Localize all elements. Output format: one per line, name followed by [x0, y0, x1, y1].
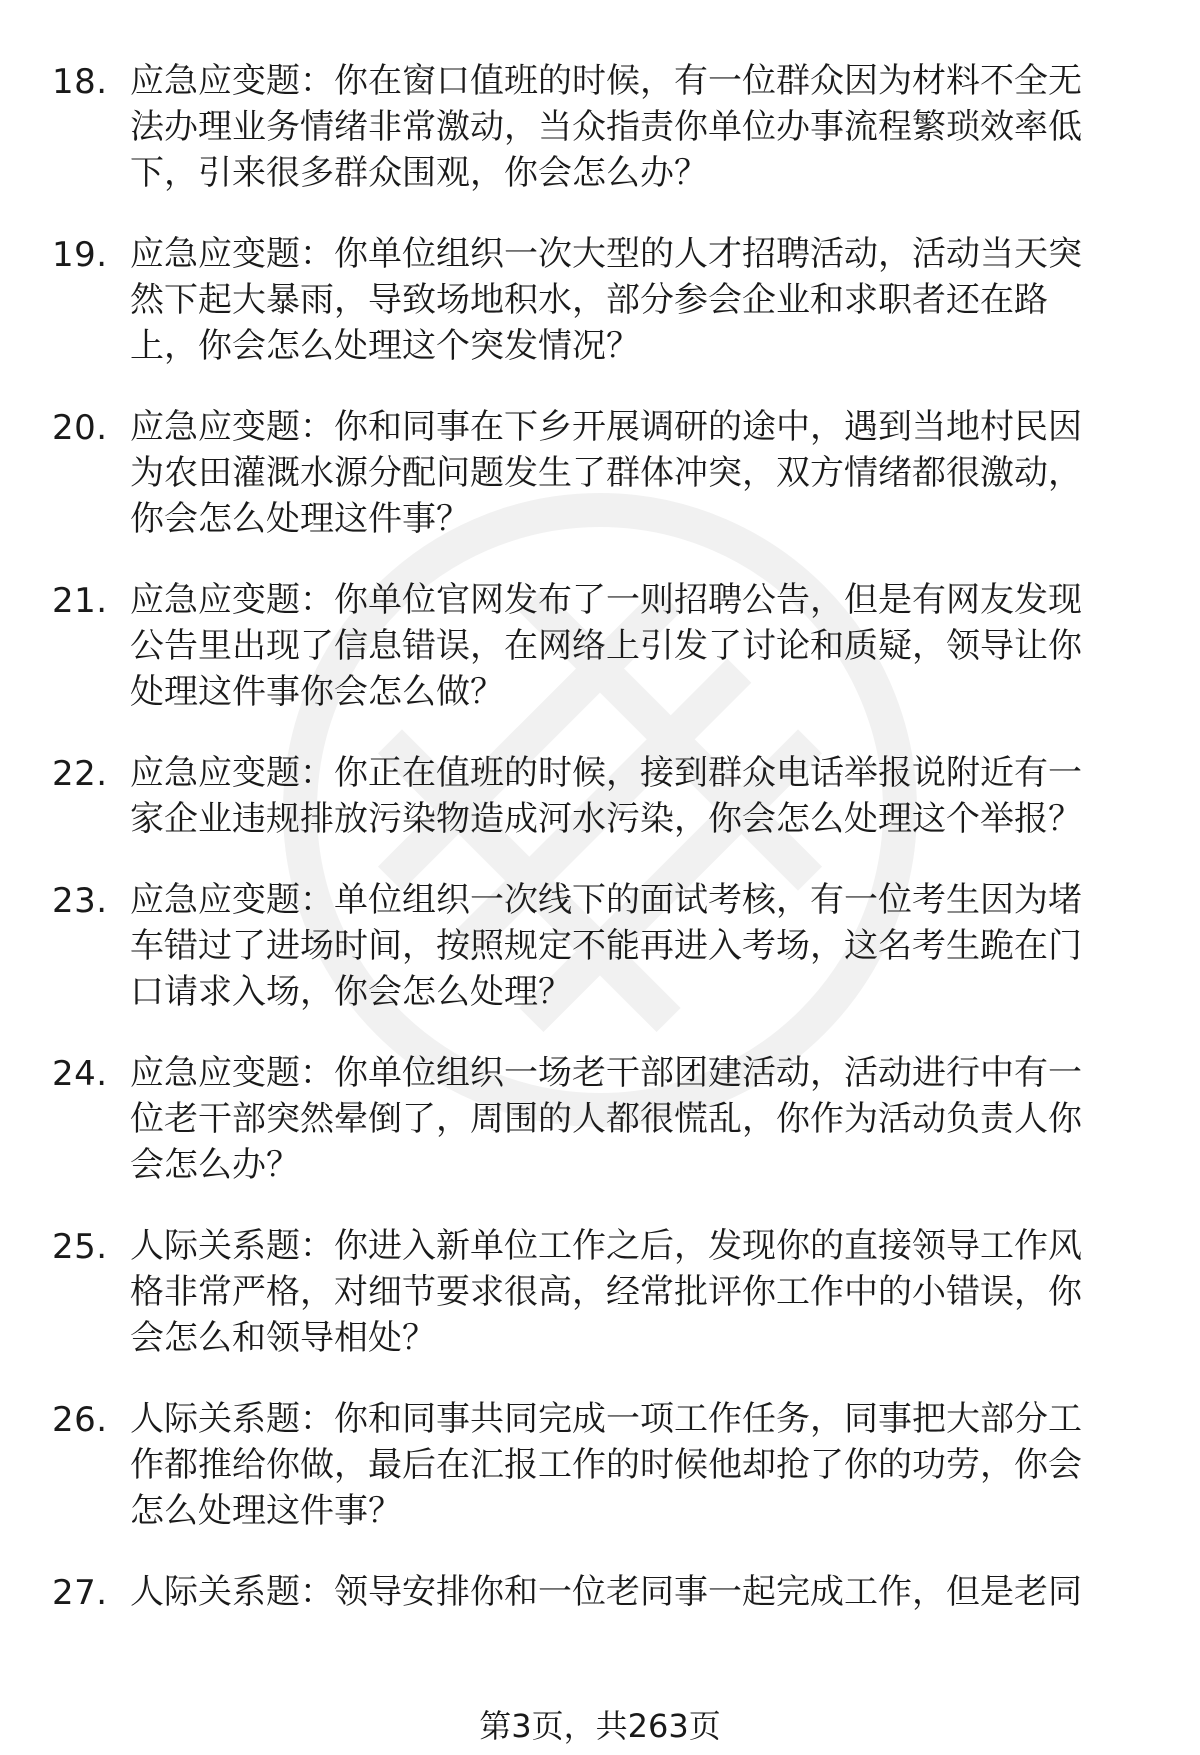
question-text: 应急应变题：你在窗口值班的时候，有一位群众因为材料不全无 法办理业务情绪非常激动，当众指责你单位办事流程繁琐效率低 下，引来很多群众围观，你会怎么办？ [130, 61, 1082, 193]
question-item [0, 877, 1200, 1050]
question-text: 人际关系题：你和同事共同完成一项工作任务，同事把大部分工 作都推给你做，最后在汇报工作的时候他却抢了你的功劳，你会 怎么处理这件事？ [130, 1399, 1082, 1531]
question-item [0, 1569, 1200, 1619]
question-item [0, 58, 1200, 231]
question-number: 21. [52, 581, 108, 621]
question-text: 应急应变题：你正在值班的时候，接到群众电话举报说附近有一 家企业违规排放污染物造成河水污染，你会怎么处理这个举报？ [130, 753, 1082, 839]
question-number: 23. [52, 881, 108, 921]
question-item [0, 1050, 1200, 1223]
question-text: 应急应变题：你单位官网发布了一则招聘公告，但是有网友发现 公告里出现了信息错误，在网络上引发了讨论和质疑，领导让你 处理这件事你会怎么做？ [130, 580, 1082, 712]
question-text: 人际关系题：领导安排你和一位老同事一起完成工作，但是老同 [130, 1572, 1082, 1612]
question-number: 27. [52, 1573, 108, 1613]
question-text: 应急应变题：单位组织一次线下的面试考核，有一位考生因为堵 车错过了进场时间，按照规定不能再进入考场，这名考生跪在门 口请求入场，你会怎么处理？ [130, 880, 1082, 1012]
question-text: 应急应变题：你单位组织一场老干部团建活动，活动进行中有一 位老干部突然晕倒了，周围的人都很慌乱，你作为活动负责人你 会怎么办？ [130, 1053, 1082, 1185]
question-item [0, 750, 1200, 877]
question-number: 24. [52, 1054, 108, 1094]
question-number: 22. [52, 754, 108, 794]
question-list [0, 58, 1200, 1619]
question-text: 应急应变题：你和同事在下乡开展调研的途中，遇到当地村民因 为农田灌溉水源分配问题发生了群体冲突，双方情绪都很激动， 你会怎么处理这件事？ [130, 407, 1082, 539]
question-item [0, 404, 1200, 577]
question-item [0, 1396, 1200, 1569]
question-item [0, 577, 1200, 750]
question-number: 26. [52, 1400, 108, 1440]
question-number: 18. [52, 62, 108, 102]
question-text: 人际关系题：你进入新单位工作之后，发现你的直接领导工作风 格非常严格，对细节要求很高，经常批评你工作中的小错误，你 会怎么和领导相处？ [130, 1226, 1082, 1358]
question-number: 25. [52, 1227, 108, 1267]
question-item [0, 1223, 1200, 1396]
question-text: 应急应变题：你单位组织一次大型的人才招聘活动，活动当天突 然下起大暴雨，导致场地积水，部分参会企业和求职者还在路 上，你会怎么处理这个突发情况？ [130, 234, 1082, 366]
page-footer: 第3页，共263页 [479, 1707, 721, 1745]
question-item [0, 231, 1200, 404]
question-number: 19. [52, 235, 108, 275]
question-number: 20. [52, 408, 108, 448]
